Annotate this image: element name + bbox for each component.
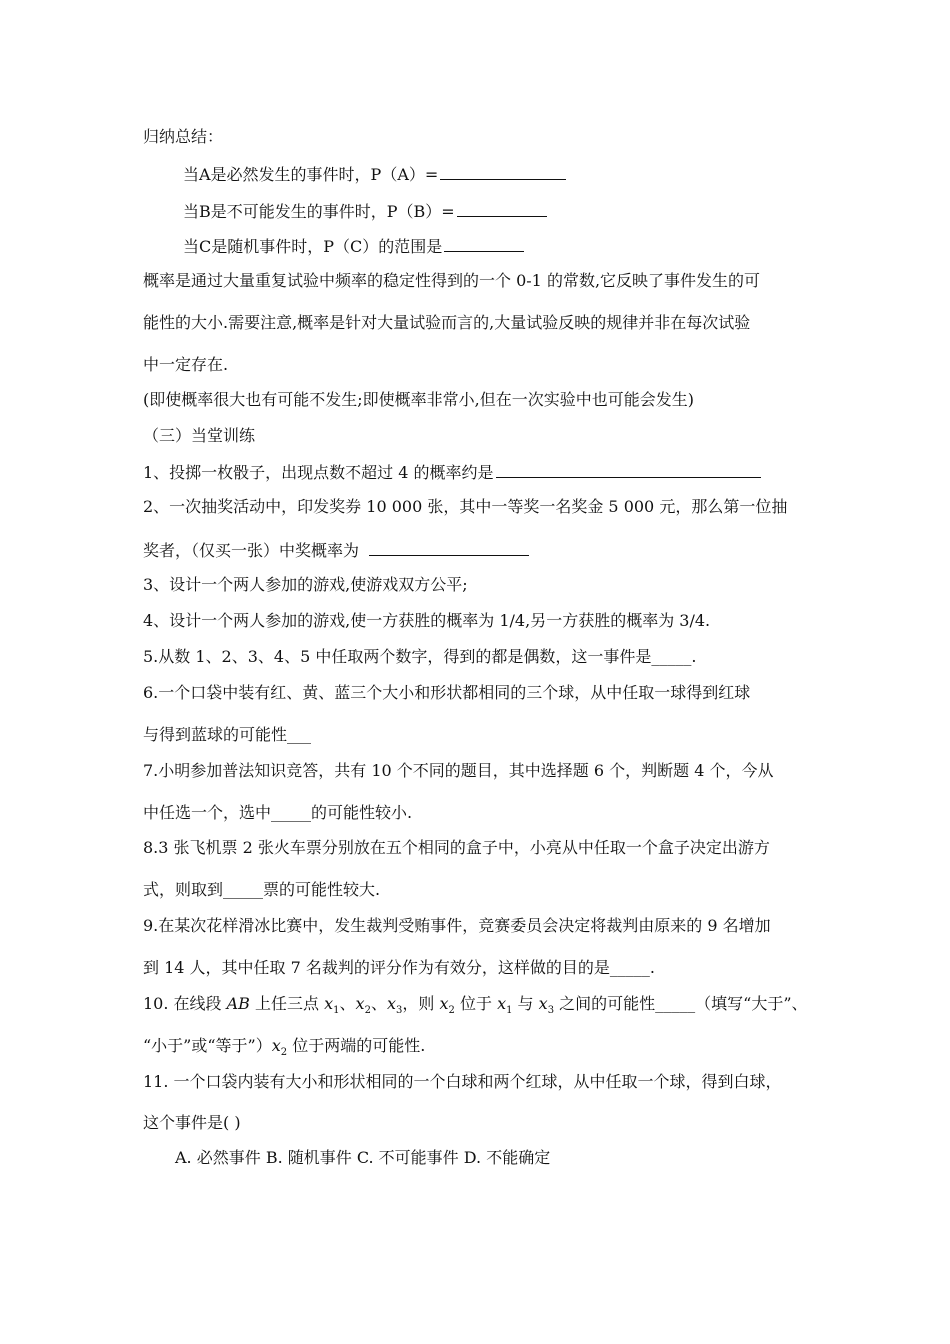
question-9-line-2: 到 14 人，其中任取 7 名裁判的评分作为有效分，这样做的目的是_____. [143, 958, 655, 977]
question-4: 4、设计一个两人参加的游戏,使一方获胜的概率为 1/4,另一方获胜的概率为 3/4. [143, 611, 711, 630]
question-2-line-2: 奖者，（仅买一张）中奖概率为 [143, 539, 529, 561]
question-7-line-2: 中任选一个，选中_____的可能性较小. [143, 803, 413, 822]
summary-line-c: 当C是随机事件时，P（C）的范围是 [183, 235, 524, 257]
question-9-line-1: 9.在某次花样滑冰比赛中，发生裁判受贿事件，竞赛委员会决定将裁判由原来的 9 名增加 [143, 916, 771, 935]
question-2-line-1: 2、一次抽奖活动中，印发奖券 10 000 张，其中一等奖一名奖金 5 000 元，那么第一位抽 [143, 497, 788, 516]
blank-q1 [496, 461, 761, 478]
section-title: （三）当堂训练 [143, 426, 256, 445]
summary-para-2: 能性的大小.需要注意,概率是针对大量试验而言的,大量试验反映的规律并非在每次试验 [143, 313, 751, 332]
question-1: 1、投掷一枚骰子，出现点数不超过 4 的概率约是 [143, 461, 761, 483]
question-11-line-1: 11. 一个口袋内装有大小和形状相同的一个白球和两个红球，从中任取一个球，得到白球， [143, 1072, 782, 1091]
summary-para-3: 中一定存在. [143, 355, 229, 374]
summary-line-b: 当B是不可能发生的事件时，P（B）= [183, 200, 547, 222]
question-10-line-1: 10. 在线段 AB 上任三点 $x_1$、$x_2$、$x_3$，则 $x_2$ 位于 $x_1$ 与 $x_3$ 之间的可能性_____（填写“大于”、 [143, 994, 808, 1017]
blank-b [457, 200, 547, 217]
question-6-line-2: 与得到蓝球的可能性___ [143, 725, 312, 744]
blank-c [444, 235, 524, 252]
question-6-line-1: 6.一个口袋中装有红、黄、蓝三个大小和形状都相同的三个球，从中任取一球得到红球 [143, 683, 751, 702]
question-11-line-2: 这个事件是( ) [143, 1113, 241, 1132]
question-8-line-1: 8.3 张飞机票 2 张火车票分别放在五个相同的盒子中，小亮从中任取一个盒子决定出游方 [143, 838, 770, 857]
summary-para-1: 概率是通过大量重复试验中频率的稳定性得到的一个 0-1 的常数,它反映了事件发生的可 [143, 271, 761, 290]
question-7-line-1: 7.小明参加普法知识竞答，共有 10 个不同的题目，其中选择题 6 个，判断题 4 个，今从 [143, 761, 774, 780]
question-3: 3、设计一个两人参加的游戏,使游戏双方公平; [143, 575, 468, 594]
question-8-line-2: 式，则取到_____票的可能性较大. [143, 880, 381, 899]
question-11-options: A. 必然事件 B. 随机事件 C. 不可能事件 D. 不能确定 [175, 1148, 551, 1167]
summary-heading: 归纳总结： [143, 127, 224, 146]
blank-q2 [369, 539, 529, 556]
summary-para-4: (即使概率很大也有可能不发生;即使概率非常小,但在一次实验中也可能会发生) [143, 390, 694, 409]
summary-line-a: 当A是必然发生的事件时，P（A）= [183, 163, 566, 185]
blank-a [440, 163, 566, 180]
question-5: 5.从数 1、2、3、4、5 中任取两个数字，得到的都是偶数，这一事件是_____. [143, 647, 697, 666]
question-10-line-2: “小于”或“等于$”)x_2$ 位于两端的可能性. [143, 1036, 426, 1059]
